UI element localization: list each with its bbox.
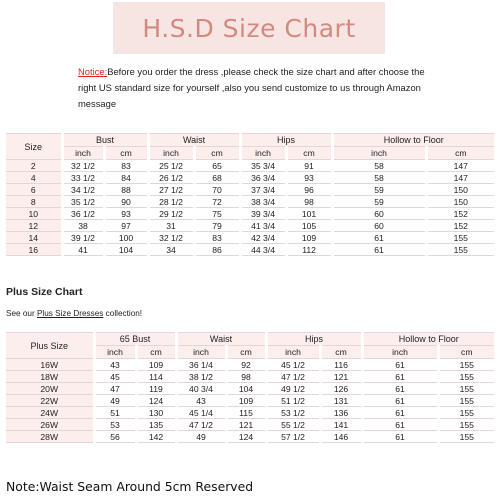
table-cell: 100: [104, 232, 148, 244]
standard-table-body: [6, 160, 494, 256]
plus-header-row: [6, 333, 494, 346]
table-row: [6, 220, 494, 232]
table-cell: 34 1/2: [62, 184, 104, 196]
table-cell: 43: [176, 395, 226, 407]
table-cell: 53 1/2: [266, 407, 320, 419]
table-cell: 45 1/2: [266, 359, 320, 371]
table-cell: 60: [332, 220, 426, 232]
bust-header: 65 Bust: [94, 333, 176, 346]
table-cell: 29 1/2: [148, 208, 194, 220]
table-cell: 28 1/2: [148, 196, 194, 208]
table-cell: 59: [332, 184, 426, 196]
table-cell: 37 3/4: [240, 184, 286, 196]
table-cell: 121: [226, 419, 266, 431]
table-cell: 61: [362, 407, 438, 419]
table-cell: 155: [438, 407, 494, 419]
table-cell: 44 3/4: [240, 244, 286, 256]
plus-size-note: [6, 309, 142, 318]
standard-header-row: [6, 134, 494, 147]
notice-label: Notice:: [78, 66, 108, 77]
table-cell: 61: [362, 395, 438, 407]
size-cell: 8: [6, 196, 62, 208]
table-cell: 105: [286, 220, 332, 232]
table-cell: 83: [194, 232, 240, 244]
table-cell: 109: [226, 395, 266, 407]
size-cell: 16: [6, 244, 62, 256]
size-cell: 12: [6, 220, 62, 232]
table-cell: 98: [226, 371, 266, 383]
table-cell: 39 1/2: [62, 232, 104, 244]
notice-text: Before you order the dress ,please check the size chart and after choose the right US standard size for yourself ,also you send customize to us through Amazon message: [78, 66, 425, 109]
table-cell: 147: [426, 160, 494, 172]
hollow-to-floor-header: Hollow to Floor: [362, 333, 494, 346]
table-cell: 124: [226, 431, 266, 443]
table-cell: 51: [94, 407, 136, 419]
table-cell: 57 1/2: [266, 431, 320, 443]
size-cell: 16W: [6, 359, 94, 371]
table-cell: 35 3/4: [240, 160, 286, 172]
table-cell: 61: [362, 359, 438, 371]
table-cell: 155: [438, 371, 494, 383]
table-row: [6, 184, 494, 196]
table-cell: 58: [332, 172, 426, 184]
table-cell: 155: [426, 232, 494, 244]
size-cell: 18W: [6, 371, 94, 383]
table-cell: 109: [136, 359, 176, 371]
table-cell: 92: [226, 359, 266, 371]
table-cell: 104: [104, 244, 148, 256]
waist-header: Waist: [176, 333, 266, 346]
unit-header: inch: [240, 147, 286, 160]
table-cell: 38 1/2: [176, 371, 226, 383]
table-cell: 53: [94, 419, 136, 431]
table-row: [6, 208, 494, 220]
table-cell: 83: [104, 160, 148, 172]
notice-paragraph: [78, 64, 438, 112]
table-cell: 131: [320, 395, 362, 407]
table-cell: 34: [148, 244, 194, 256]
unit-header: cm: [426, 147, 494, 160]
table-cell: 47 1/2: [266, 371, 320, 383]
table-cell: 84: [104, 172, 148, 184]
table-cell: 155: [438, 359, 494, 371]
table-cell: 39 3/4: [240, 208, 286, 220]
table-cell: 98: [286, 196, 332, 208]
unit-header: inch: [362, 346, 438, 359]
table-cell: 36 1/2: [62, 208, 104, 220]
table-cell: 42 3/4: [240, 232, 286, 244]
unit-header: inch: [176, 346, 226, 359]
see-suffix: collection!: [103, 309, 143, 318]
size-cell: 24W: [6, 407, 94, 419]
table-cell: 27 1/2: [148, 184, 194, 196]
table-cell: 155: [438, 395, 494, 407]
unit-header: cm: [104, 147, 148, 160]
table-cell: 32 1/2: [62, 160, 104, 172]
hips-header: Hips: [240, 134, 332, 147]
table-cell: 115: [226, 407, 266, 419]
table-cell: 59: [332, 196, 426, 208]
table-row: [6, 244, 494, 256]
unit-header: cm: [320, 346, 362, 359]
table-cell: 56: [94, 431, 136, 443]
size-cell: 20W: [6, 383, 94, 395]
unit-header: cm: [136, 346, 176, 359]
table-row: [6, 371, 494, 383]
table-cell: 58: [332, 160, 426, 172]
table-cell: 114: [136, 371, 176, 383]
table-cell: 41 3/4: [240, 220, 286, 232]
table-cell: 61: [362, 371, 438, 383]
unit-header: cm: [438, 346, 494, 359]
table-row: [6, 232, 494, 244]
table-cell: 112: [286, 244, 332, 256]
plus-size-table: [6, 332, 494, 443]
waist-header: Waist: [148, 134, 240, 147]
table-cell: 41: [62, 244, 104, 256]
table-cell: 32 1/2: [148, 232, 194, 244]
table-cell: 152: [426, 220, 494, 232]
table-cell: 155: [438, 419, 494, 431]
unit-header: inch: [62, 147, 104, 160]
table-cell: 26 1/2: [148, 172, 194, 184]
table-cell: 155: [426, 244, 494, 256]
table-row: [6, 431, 494, 443]
table-row: [6, 172, 494, 184]
table-cell: 152: [426, 208, 494, 220]
unit-header: cm: [194, 147, 240, 160]
table-cell: 61: [362, 431, 438, 443]
table-cell: 93: [104, 208, 148, 220]
table-cell: 96: [286, 184, 332, 196]
table-cell: 61: [362, 419, 438, 431]
title-banner: [113, 2, 385, 54]
table-cell: 40 3/4: [176, 383, 226, 395]
table-row: [6, 419, 494, 431]
table-row: [6, 407, 494, 419]
table-cell: 150: [426, 196, 494, 208]
table-cell: 47 1/2: [176, 419, 226, 431]
table-cell: 65: [194, 160, 240, 172]
table-cell: 121: [320, 371, 362, 383]
table-row: [6, 196, 494, 208]
table-cell: 49 1/2: [266, 383, 320, 395]
standard-size-table: [6, 133, 494, 256]
table-cell: 70: [194, 184, 240, 196]
table-cell: 147: [426, 172, 494, 184]
table-cell: 155: [438, 383, 494, 395]
table-cell: 61: [332, 244, 426, 256]
table-cell: 38 3/4: [240, 196, 286, 208]
table-cell: 79: [194, 220, 240, 232]
size-cell: 6: [6, 184, 62, 196]
table-cell: 97: [104, 220, 148, 232]
table-cell: 45: [94, 371, 136, 383]
table-cell: 36 1/4: [176, 359, 226, 371]
table-cell: 61: [332, 232, 426, 244]
size-cell: 14: [6, 232, 62, 244]
unit-header: cm: [286, 147, 332, 160]
table-row: [6, 160, 494, 172]
table-row: [6, 383, 494, 395]
waist-seam-note: Note:Waist Seam Around 5cm Reserved: [6, 479, 254, 494]
size-header: Size: [6, 134, 62, 160]
table-cell: 135: [136, 419, 176, 431]
table-cell: 72: [194, 196, 240, 208]
table-cell: 68: [194, 172, 240, 184]
table-cell: 91: [286, 160, 332, 172]
table-cell: 146: [320, 431, 362, 443]
table-cell: 45 1/4: [176, 407, 226, 419]
unit-header: inch: [94, 346, 136, 359]
table-cell: 101: [286, 208, 332, 220]
table-cell: 130: [136, 407, 176, 419]
table-cell: 142: [136, 431, 176, 443]
plus-size-dresses-link[interactable]: Plus Size Dresses: [36, 309, 104, 318]
size-cell: 2: [6, 160, 62, 172]
plus-size-heading: Plus Size Chart: [6, 286, 83, 298]
table-cell: 124: [136, 395, 176, 407]
table-cell: 33 1/2: [62, 172, 104, 184]
table-cell: 35 1/2: [62, 196, 104, 208]
table-cell: 93: [286, 172, 332, 184]
unit-header: inch: [332, 147, 426, 160]
plus-table-body: [6, 359, 494, 443]
hips-header: Hips: [266, 333, 362, 346]
hollow-to-floor-header: Hollow to Floor: [332, 134, 494, 147]
unit-header: inch: [266, 346, 320, 359]
table-cell: 90: [104, 196, 148, 208]
page-title: H.S.D Size Chart: [142, 13, 356, 43]
table-cell: 86: [194, 244, 240, 256]
table-cell: 126: [320, 383, 362, 395]
table-cell: 136: [320, 407, 362, 419]
table-cell: 31: [148, 220, 194, 232]
table-cell: 47: [94, 383, 136, 395]
table-cell: 43: [94, 359, 136, 371]
unit-header: cm: [226, 346, 266, 359]
unit-header: inch: [148, 147, 194, 160]
table-cell: 61: [362, 383, 438, 395]
table-cell: 116: [320, 359, 362, 371]
bust-header: Bust: [62, 134, 148, 147]
table-cell: 141: [320, 419, 362, 431]
plus-size-header: Plus Size: [6, 333, 94, 359]
table-row: [6, 395, 494, 407]
table-cell: 155: [438, 431, 494, 443]
table-cell: 109: [286, 232, 332, 244]
table-cell: 75: [194, 208, 240, 220]
table-cell: 60: [332, 208, 426, 220]
size-cell: 26W: [6, 419, 94, 431]
table-cell: 25 1/2: [148, 160, 194, 172]
size-cell: 4: [6, 172, 62, 184]
table-cell: 55 1/2: [266, 419, 320, 431]
table-cell: 49: [176, 431, 226, 443]
table-cell: 49: [94, 395, 136, 407]
table-cell: 88: [104, 184, 148, 196]
standard-unit-row: [6, 147, 494, 160]
table-cell: 150: [426, 184, 494, 196]
size-cell: 10: [6, 208, 62, 220]
table-cell: 119: [136, 383, 176, 395]
table-cell: 104: [226, 383, 266, 395]
table-cell: 36 3/4: [240, 172, 286, 184]
table-row: [6, 359, 494, 371]
table-cell: 38: [62, 220, 104, 232]
table-cell: 51 1/2: [266, 395, 320, 407]
see-prefix: See our: [6, 309, 37, 318]
size-cell: 28W: [6, 431, 94, 443]
size-cell: 22W: [6, 395, 94, 407]
